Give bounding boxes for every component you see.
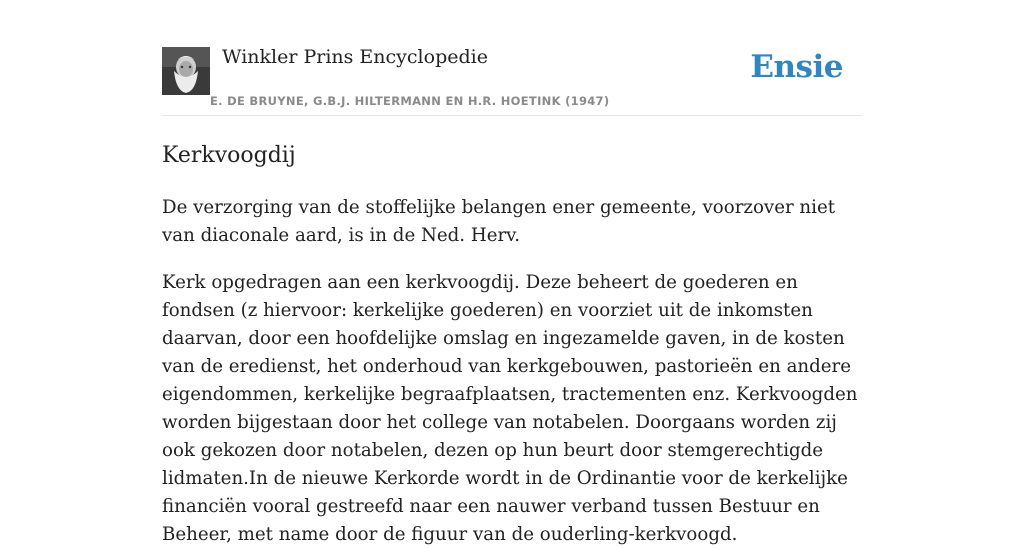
page — [162, 0, 862, 549]
article-body — [162, 194, 862, 549]
author-portrait-icon — [162, 47, 210, 95]
source-header — [162, 0, 862, 116]
source-authors: E. DE BRUYNE, G.B.J. HILTERMANN EN H.R. HOETINK (1947) — [210, 94, 610, 108]
brand-logo[interactable]: Ensie — [750, 49, 843, 85]
article-title: Kerkvoogdij — [162, 143, 296, 168]
article-paragraph: Kerk opgedragen aan een kerkvoogdij. Deze beheert de goederen en fondsen (z hiervoor: kerkelijke goederen) en voorziet uit de inkomsten daarvan, door een hoofdelijke omslag en ingezamelde gaven, in de kosten van de eredienst, het onderhoud van kerkgebouwen, pastorieën en andere eigendommen, kerkelijke begraafplaatsen, tractementen enz. Kerkvoogden worden bijgestaan door het college van notabelen. Doorgaans worden zij ook gekozen door notabelen, dezen op hun beurt door stemgerechtigde lidmaten.In de nieuwe Kerkorde wordt in de Ordinantie voor de kerkelijke financiën vooral gestreefd naar een nauwer verband tussen Bestuur en Beheer, met name door de figuur van de ouderling-kerkvoogd. — [162, 272, 858, 545]
source-title[interactable]: Winkler Prins Encyclopedie — [222, 46, 488, 68]
article-paragraph: De verzorging van de stoffelijke belangen ener gemeente, voorzover niet van diaconale aard, is in de Ned. Herv. — [162, 197, 836, 246]
author-avatar[interactable] — [162, 47, 210, 95]
